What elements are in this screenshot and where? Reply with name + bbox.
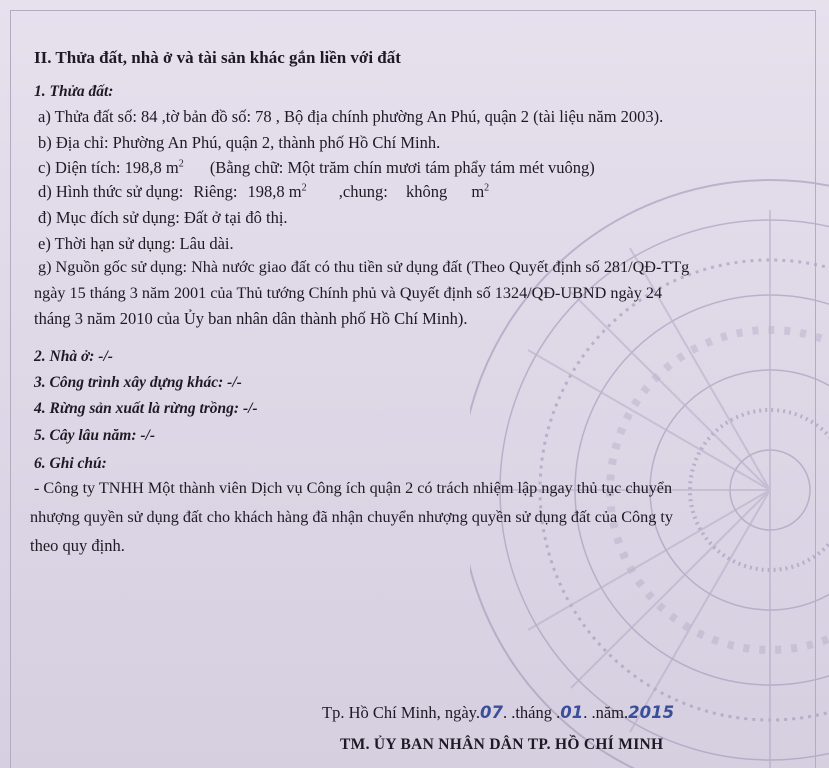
land-heading: 1. Thửa đất:: [34, 83, 114, 100]
shared-unit-sup: 2: [484, 182, 490, 194]
cadastral-source: , Bộ địa chính phường An Phú, quận 2 (tài liệu năm 2003).: [275, 107, 664, 126]
usage-term-line: e) Thời hạn sử dụng: Lâu dài.: [38, 234, 234, 253]
private-label: Riêng:: [193, 182, 238, 201]
origin-line-1: g) Nguồn gốc sử dụng: Nhà nước giao đất có thu tiền sử dụng đất (Theo Quyết định số 281/QĐ-TTg: [38, 258, 690, 276]
address-line: b) Địa chỉ: Phường An Phú, quận 2, thành phố Hồ Chí Minh.: [38, 133, 441, 152]
area-in-words: (Bằng chữ: Một trăm chín mươi tám phẩy tám mét vuông): [209, 158, 595, 177]
origin-line-2: ngày 15 tháng 3 năm 2001 của Thủ tướng Chính phủ và Quyết định số 1324/QĐ-UBND ngày 24: [34, 284, 663, 302]
parcel-number-line: [38, 107, 663, 127]
private-area-sup: 2: [301, 182, 307, 194]
area-line: [38, 158, 595, 178]
shared-value: không: [405, 182, 448, 201]
shared-unit: m: [471, 182, 485, 201]
issuing-authority: TM. ỦY BAN NHÂN DÂN TP. HỒ CHÍ MINH: [340, 736, 664, 753]
map-sheet-number: 78: [255, 107, 272, 126]
construction-item: 3. Công trình xây dựng khác: -/-: [34, 374, 242, 391]
signing-place: Tp. Hồ Chí Minh, ngày.: [322, 703, 480, 722]
perennial-trees-item: 5. Cây lâu năm: -/-: [34, 427, 155, 444]
usage-form-label: d) Hình thức sử dụng:: [38, 182, 184, 201]
usage-purpose-line: đ) Mục đích sử dụng: Đất ở tại đô thị.: [38, 208, 288, 227]
note-line-1: - Công ty TNHH Một thành viên Dịch vụ Công ích quận 2 có trách nhiệm lập ngay thủ tục chuyển: [34, 479, 673, 497]
parcel-number: a) Thửa đất số: 84: [38, 107, 158, 126]
note-line-2: nhượng quyền sử dụng đất cho khách hàng đã nhận chuyển nhượng quyền sử dụng đất của Công ty: [30, 508, 673, 526]
house-item: 2. Nhà ở: -/-: [34, 348, 113, 365]
origin-line-3: tháng 3 năm 2010 của Ủy ban nhân dân thành phố Hồ Chí Minh).: [34, 309, 468, 328]
shared-label: ,chung:: [338, 182, 388, 201]
map-sheet-label: ,tờ bản đồ số:: [161, 107, 252, 126]
usage-form-line: [38, 182, 489, 202]
signing-date-line: [322, 703, 674, 723]
private-area-value: 198,8 m: [247, 182, 302, 201]
area-label: c) Diện tích:: [38, 158, 121, 177]
forest-item: 4. Rừng sản xuất là rừng trồng: -/-: [34, 400, 258, 417]
signing-year-label: . .năm.: [583, 703, 629, 722]
signing-day: 07: [479, 703, 503, 722]
signing-month-label: . .tháng .: [502, 703, 561, 722]
area-unit-sup: 2: [178, 158, 184, 170]
signing-month: 01: [560, 703, 584, 722]
area-value: 198,8 m: [124, 158, 179, 177]
notes-heading: 6. Ghi chú:: [34, 455, 107, 472]
signing-year: 2015: [628, 703, 675, 722]
note-line-3: theo quy định.: [30, 536, 125, 555]
section-title: II. Thửa đất, nhà ở và tài sản khác gắn liền với đất: [34, 48, 401, 67]
